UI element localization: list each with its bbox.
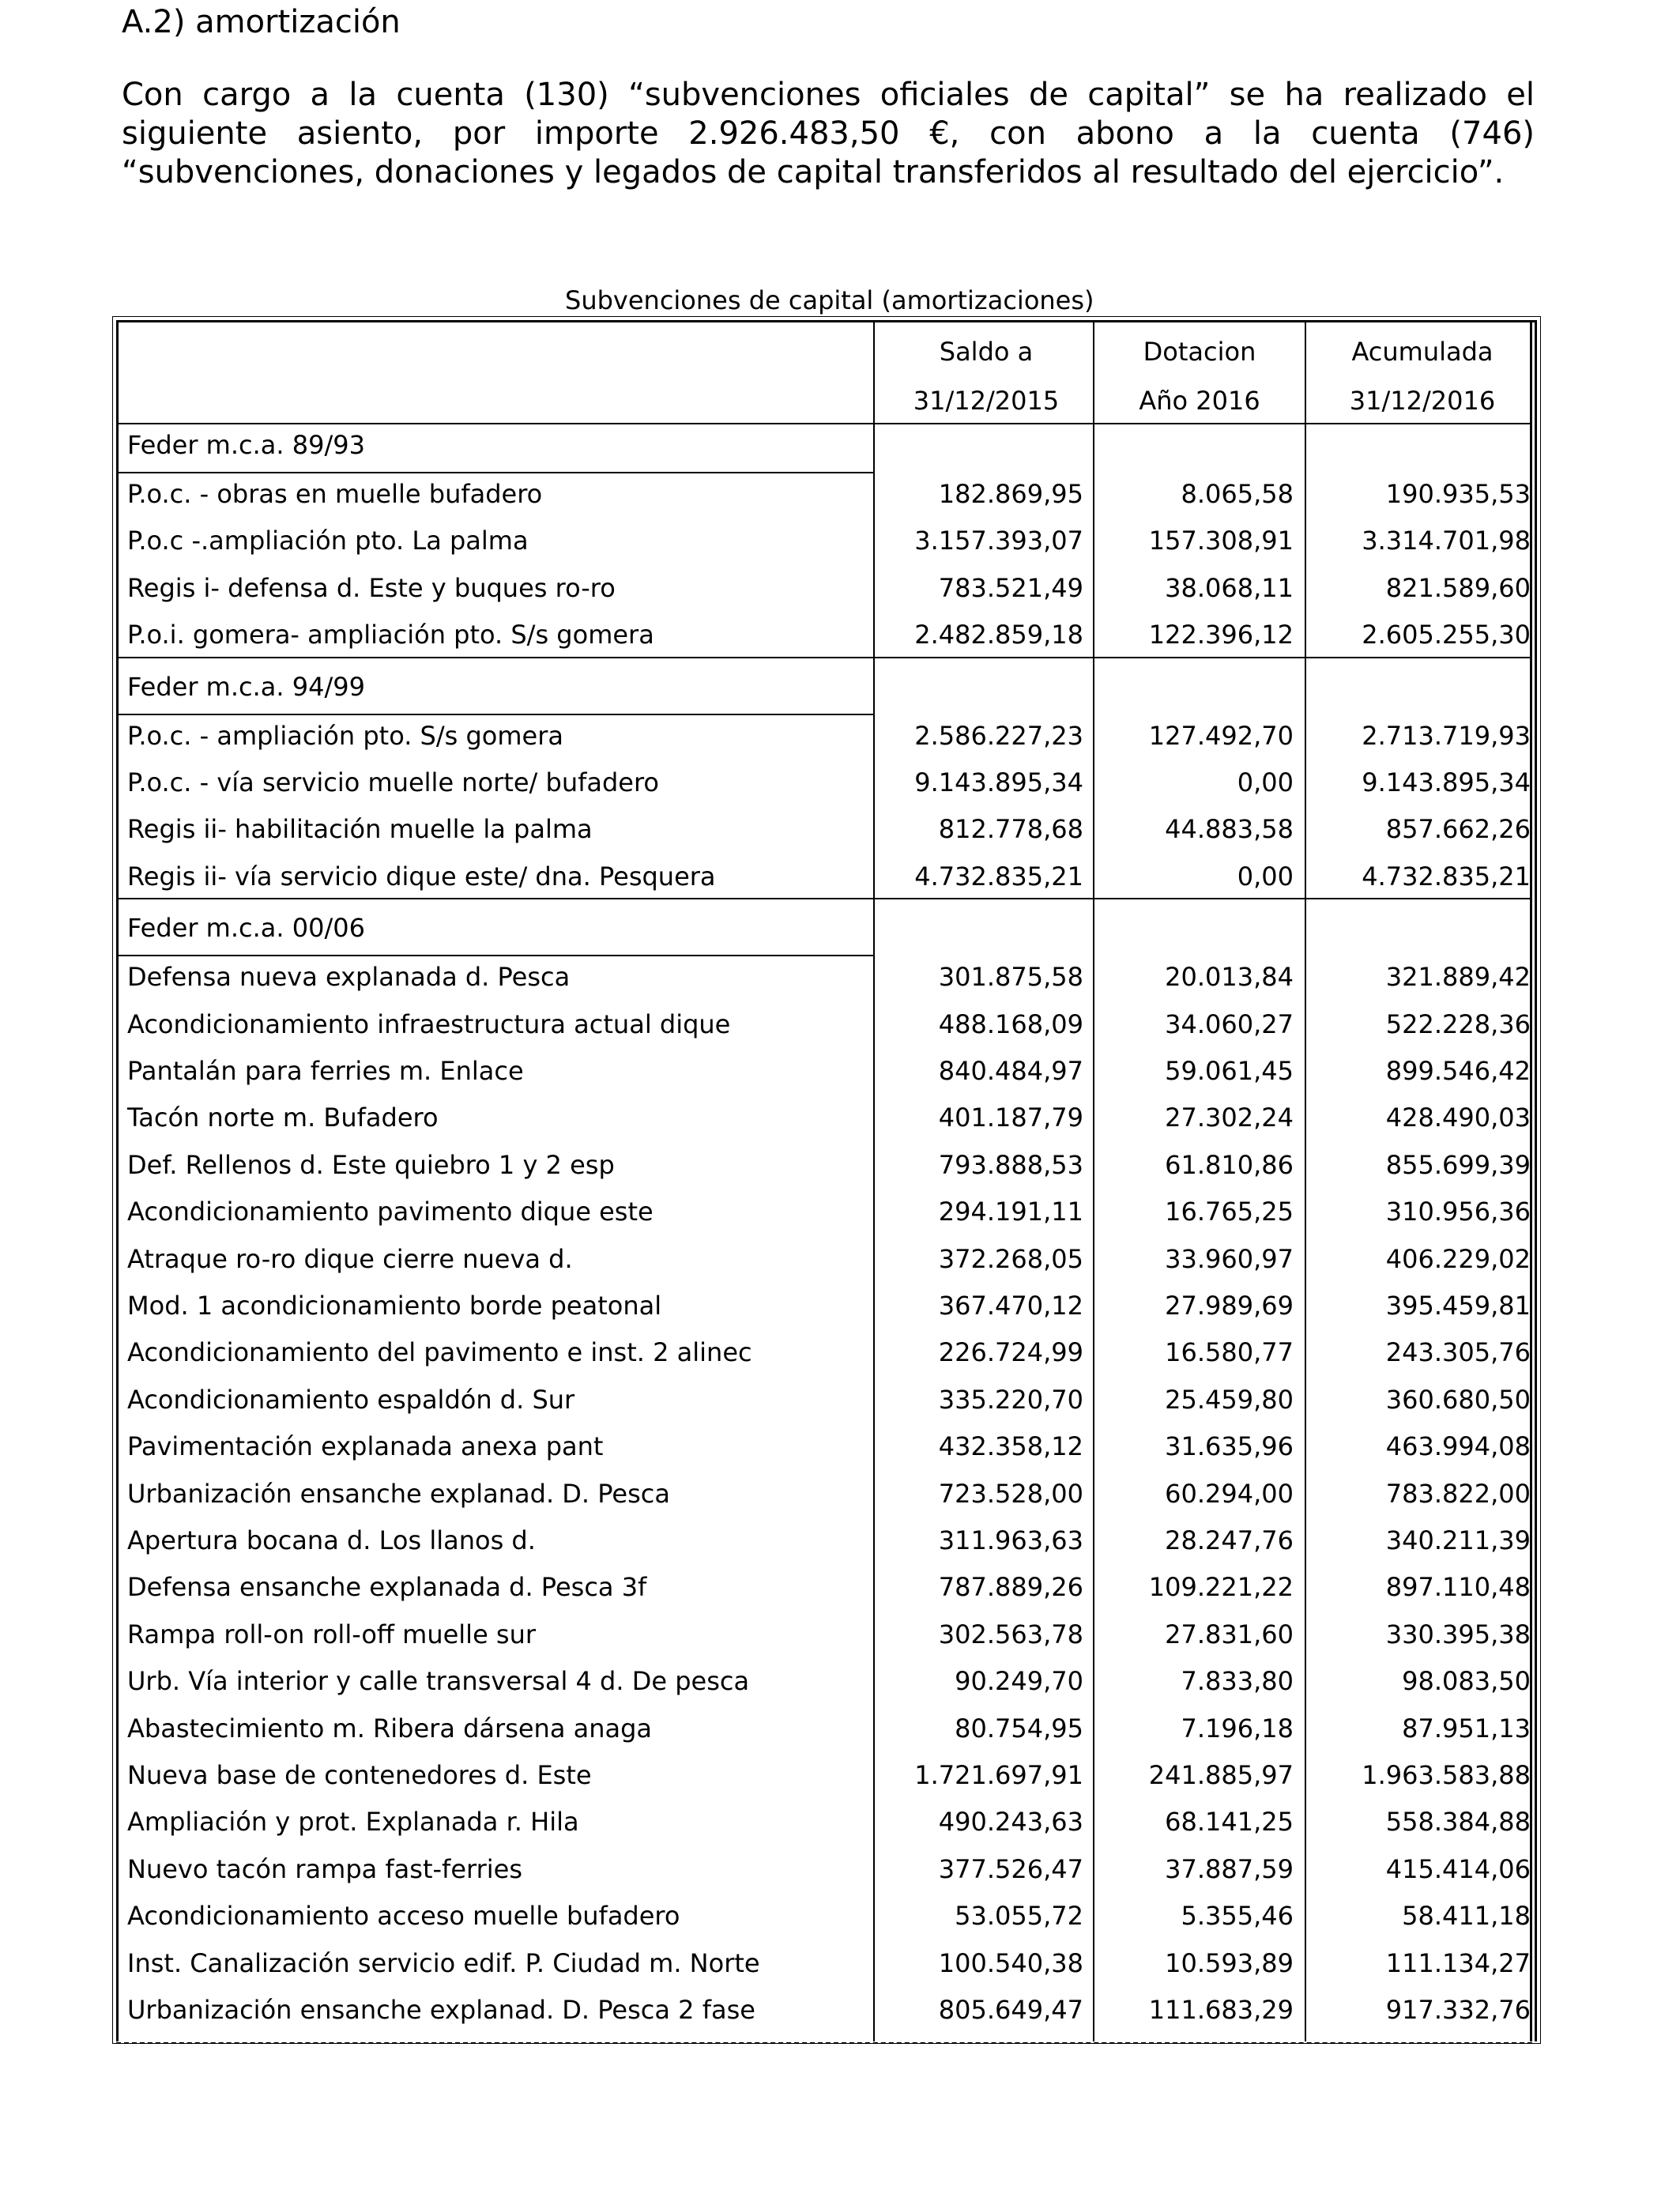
row-label: Inst. Canalización servicio edif. P. Ciudad m. Norte: [127, 1947, 760, 1978]
row-label: Def. Rellenos d. Este quiebro 1 y 2 esp: [127, 1149, 615, 1180]
saldo-value: 311.963,63: [938, 1525, 1083, 1555]
dotacion-value: 25.459,80: [1165, 1384, 1294, 1415]
acumulada-value: 3.314.701,98: [1362, 526, 1531, 556]
saldo-value: 294.191,11: [938, 1197, 1083, 1227]
acumulada-value: 783.822,00: [1385, 1478, 1531, 1509]
saldo-value: 2.586.227,23: [914, 720, 1083, 751]
row-label: Nueva base de contenedores d. Este: [127, 1760, 592, 1790]
acumulada-value: 558.384,88: [1385, 1807, 1531, 1838]
group-title-underline: [116, 472, 873, 473]
dotacion-value: 0,00: [1237, 861, 1294, 892]
row-label: Abastecimiento m. Ribera dársena anaga: [127, 1713, 653, 1744]
acumulada-value: 243.305,76: [1385, 1337, 1531, 1368]
dotacion-value: 111.683,29: [1148, 1995, 1294, 2025]
table-bottom-border: [116, 2042, 1532, 2044]
section-heading: A.2) amortización: [122, 4, 401, 40]
row-label: P.o.c. - obras en muelle bufadero: [127, 479, 543, 509]
saldo-value: 723.528,00: [938, 1478, 1083, 1509]
row-label: Urb. Vía interior y calle transversal 4 d. De pesca: [127, 1666, 750, 1697]
row-label: Urbanización ensanche explanad. D. Pesca: [127, 1478, 670, 1509]
group-title: Feder m.c.a. 00/06: [127, 913, 365, 944]
row-label: Urbanización ensanche explanad. D. Pesca 2 fase: [127, 1995, 755, 2025]
saldo-value: 488.168,09: [938, 1008, 1083, 1039]
saldo-value: 226.724,99: [938, 1337, 1083, 1368]
acumulada-value: 310.956,36: [1385, 1197, 1531, 1227]
saldo-value: 840.484,97: [938, 1056, 1083, 1086]
acumulada-value: 917.332,76: [1385, 1995, 1531, 2025]
row-label: Defensa nueva explanada d. Pesca: [127, 962, 571, 993]
group-separator: [116, 657, 1532, 658]
group-title: Feder m.c.a. 89/93: [127, 430, 365, 460]
column-header-line1: Acumulada: [1351, 337, 1494, 367]
acumulada-value: 58.411,18: [1402, 1901, 1531, 1932]
acumulada-value: 190.935,53: [1385, 479, 1531, 509]
row-label: Mod. 1 acondicionamiento borde peatonal: [127, 1291, 662, 1321]
dotacion-value: 68.141,25: [1165, 1807, 1294, 1838]
dotacion-value: 59.061,45: [1165, 1056, 1294, 1086]
row-label: Acondicionamiento acceso muelle bufadero: [127, 1901, 680, 1932]
saldo-value: 805.649,47: [938, 1995, 1083, 2025]
dotacion-value: 28.247,76: [1165, 1525, 1294, 1555]
acumulada-value: 897.110,48: [1385, 1572, 1531, 1603]
dotacion-value: 31.635,96: [1165, 1431, 1294, 1462]
dotacion-value: 122.396,12: [1148, 620, 1294, 650]
row-label: Acondicionamiento del pavimento e inst. 2 alinec: [127, 1337, 752, 1368]
group-title: Feder m.c.a. 94/99: [127, 671, 365, 702]
column-divider: [873, 320, 875, 2041]
column-header-line2: 31/12/2016: [1349, 386, 1496, 416]
row-label: Apertura bocana d. Los llanos d.: [127, 1525, 536, 1555]
dotacion-value: 0,00: [1237, 767, 1294, 797]
dotacion-value: 34.060,27: [1165, 1008, 1294, 1039]
saldo-value: 182.869,95: [938, 479, 1083, 509]
saldo-value: 1.721.697,91: [914, 1760, 1083, 1790]
row-label: Acondicionamiento espaldón d. Sur: [127, 1384, 575, 1415]
column-header-line1: Dotacion: [1143, 337, 1256, 367]
column-header-line1: Saldo a: [939, 337, 1034, 367]
row-label: Regis ii- vía servicio dique este/ dna. Pesquera: [127, 861, 716, 892]
row-label: Rampa roll-on roll-off muelle sur: [127, 1619, 537, 1649]
acumulada-value: 821.589,60: [1385, 572, 1531, 603]
dotacion-value: 44.883,58: [1165, 814, 1294, 845]
saldo-value: 367.470,12: [938, 1291, 1083, 1321]
acumulada-value: 360.680,50: [1385, 1384, 1531, 1415]
acumulada-value: 9.143.895,34: [1362, 767, 1531, 797]
acumulada-value: 2.605.255,30: [1362, 620, 1531, 650]
saldo-value: 812.778,68: [938, 814, 1083, 845]
row-label: Defensa ensanche explanada d. Pesca 3f: [127, 1572, 647, 1603]
row-label: Acondicionamiento infraestructura actual dique: [127, 1008, 731, 1039]
dotacion-value: 20.013,84: [1165, 962, 1294, 993]
acumulada-value: 321.889,42: [1385, 962, 1531, 993]
row-label: Tacón norte m. Bufadero: [127, 1103, 439, 1133]
acumulada-value: 428.490,03: [1385, 1103, 1531, 1133]
row-label: P.o.c. - ampliación pto. S/s gomera: [127, 720, 563, 751]
dotacion-value: 5.355,46: [1181, 1901, 1294, 1932]
row-label: Pantalán para ferries m. Enlace: [127, 1056, 524, 1086]
saldo-value: 490.243,63: [938, 1807, 1083, 1838]
group-separator: [116, 898, 1532, 899]
row-label: Acondicionamiento pavimento dique este: [127, 1197, 654, 1227]
dotacion-value: 27.302,24: [1165, 1103, 1294, 1133]
dotacion-value: 127.492,70: [1148, 720, 1294, 751]
dotacion-value: 16.580,77: [1165, 1337, 1294, 1368]
dotacion-value: 16.765,25: [1165, 1197, 1294, 1227]
acumulada-value: 4.732.835,21: [1362, 861, 1531, 892]
saldo-value: 793.888,53: [938, 1149, 1083, 1180]
dotacion-value: 60.294,00: [1165, 1478, 1294, 1509]
dotacion-value: 27.989,69: [1165, 1291, 1294, 1321]
saldo-value: 9.143.895,34: [914, 767, 1083, 797]
row-label: Pavimentación explanada anexa pant: [127, 1431, 604, 1462]
dotacion-value: 10.593,89: [1165, 1947, 1294, 1978]
dotacion-value: 27.831,60: [1165, 1619, 1294, 1649]
saldo-value: 783.521,49: [938, 572, 1083, 603]
column-header-line2: Año 2016: [1139, 386, 1260, 416]
table-caption: Subvenciones de capital (amortizaciones): [565, 285, 1094, 315]
acumulada-value: 330.395,38: [1385, 1619, 1531, 1649]
acumulada-value: 87.951,13: [1402, 1713, 1531, 1744]
acumulada-value: 340.211,39: [1385, 1525, 1531, 1555]
acumulada-value: 857.662,26: [1385, 814, 1531, 845]
saldo-value: 787.889,26: [938, 1572, 1083, 1603]
header-separator: [116, 423, 1532, 424]
acumulada-value: 415.414,06: [1385, 1853, 1531, 1884]
acumulada-value: 2.713.719,93: [1362, 720, 1531, 751]
dotacion-value: 38.068,11: [1165, 572, 1294, 603]
acumulada-value: 855.699,39: [1385, 1149, 1531, 1180]
saldo-value: 3.157.393,07: [914, 526, 1083, 556]
row-label: Ampliación y prot. Explanada r. Hila: [127, 1807, 579, 1838]
dotacion-value: 7.833,80: [1181, 1666, 1294, 1697]
group-title-underline: [116, 714, 873, 715]
dotacion-value: 7.196,18: [1181, 1713, 1294, 1744]
dotacion-value: 8.065,58: [1181, 479, 1294, 509]
row-label: Regis ii- habilitación muelle la palma: [127, 814, 593, 845]
subsidies-table: [112, 316, 1541, 2044]
saldo-value: 90.249,70: [955, 1666, 1083, 1697]
group-title-underline: [116, 955, 873, 956]
saldo-value: 401.187,79: [938, 1103, 1083, 1133]
acumulada-value: 406.229,02: [1385, 1243, 1531, 1274]
saldo-value: 301.875,58: [938, 962, 1083, 993]
column-header-line2: 31/12/2015: [913, 386, 1060, 416]
acumulada-value: 98.083,50: [1402, 1666, 1531, 1697]
saldo-value: 377.526,47: [938, 1853, 1083, 1884]
saldo-value: 302.563,78: [938, 1619, 1083, 1649]
saldo-value: 100.540,38: [938, 1947, 1083, 1978]
saldo-value: 53.055,72: [955, 1901, 1083, 1932]
acumulada-value: 463.994,08: [1385, 1431, 1531, 1462]
row-label: Atraque ro-ro dique cierre nueva d.: [127, 1243, 573, 1274]
saldo-value: 372.268,05: [938, 1243, 1083, 1274]
row-label: Nuevo tacón rampa fast-ferries: [127, 1853, 522, 1884]
saldo-value: 4.732.835,21: [914, 861, 1083, 892]
acumulada-value: 111.134,27: [1385, 1947, 1531, 1978]
dotacion-value: 33.960,97: [1165, 1243, 1294, 1274]
row-label: P.o.c -.ampliación pto. La palma: [127, 526, 529, 556]
acumulada-value: 395.459,81: [1385, 1291, 1531, 1321]
dotacion-value: 37.887,59: [1165, 1853, 1294, 1884]
acumulada-value: 1.963.583,88: [1362, 1760, 1531, 1790]
dotacion-value: 61.810,86: [1165, 1149, 1294, 1180]
acumulada-value: 522.228,36: [1385, 1008, 1531, 1039]
dotacion-value: 109.221,22: [1148, 1572, 1294, 1603]
saldo-value: 2.482.859,18: [914, 620, 1083, 650]
acumulada-value: 899.546,42: [1385, 1056, 1531, 1086]
saldo-value: 335.220,70: [938, 1384, 1083, 1415]
intro-paragraph: Con cargo a la cuenta (130) “subvenciones oficiales de capital” se ha realizado el siguiente asiento, por importe 2.926.483,50 €, con abono a la cuenta (746) “subvenciones, donaciones y legados de capital transferidos al resultado del ejercicio”.: [122, 77, 1535, 190]
saldo-value: 80.754,95: [955, 1713, 1083, 1744]
dotacion-value: 241.885,97: [1148, 1760, 1294, 1790]
dotacion-value: 157.308,91: [1148, 526, 1294, 556]
row-label: P.o.c. - vía servicio muelle norte/ bufadero: [127, 767, 659, 797]
row-label: P.o.i. gomera- ampliación pto. S/s gomera: [127, 620, 654, 650]
saldo-value: 432.358,12: [938, 1431, 1083, 1462]
row-label: Regis i- defensa d. Este y buques ro-ro: [127, 572, 616, 603]
